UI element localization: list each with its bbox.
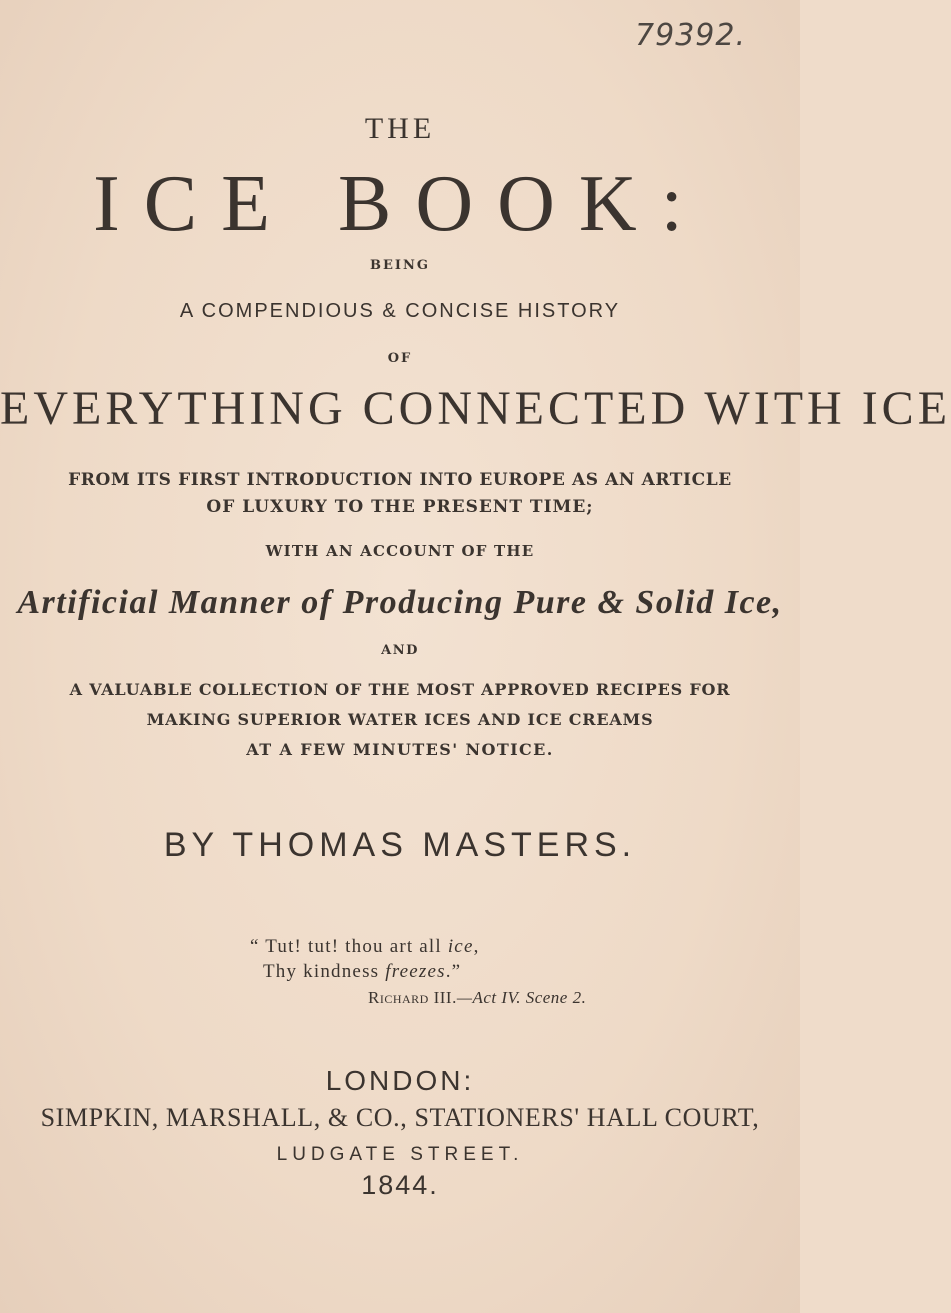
epigraph-text: Thy kindness — [263, 961, 386, 982]
imprint-year: 1844. — [361, 1170, 439, 1200]
valuable-collection-line: A VALUABLE COLLECTION OF THE MOST APPROVED RECIPES FOR — [69, 680, 731, 699]
epigraph-text: , — [473, 936, 480, 957]
subtitle-compendious: A COMPENDIOUS & CONCISE HISTORY — [179, 300, 621, 322]
attribution-reference: —Act IV. Scene 2. — [456, 988, 587, 1007]
epigraph-emphasis: ice — [447, 936, 474, 957]
attribution-name: Richard III. — [368, 988, 457, 1007]
being-label: BEING — [370, 258, 430, 273]
imprint-publisher: SIMPKIN, MARSHALL, & CO., STATIONERS' HALL COURT, — [40, 1103, 760, 1132]
epigraph-line-2 — [263, 961, 461, 983]
notice-line: AT A FEW MINUTES' NOTICE. — [246, 740, 554, 759]
epigraph-text: “ Tut! tut! thou art all — [250, 936, 448, 957]
subtitle-luxury-line: OF LUXURY TO THE PRESENT TIME; — [206, 497, 594, 517]
artificial-manner-line: Artificial Manner of Producing Pure & Solid Ice, — [17, 584, 783, 621]
author-line: BY THOMAS MASTERS. — [163, 826, 637, 864]
book-title: ICE BOOK: — [93, 160, 707, 248]
subtitle-from-line: FROM ITS FIRST INTRODUCTION INTO EUROPE AS AN ARTICLE — [68, 470, 732, 490]
imprint-city: LONDON: — [325, 1065, 475, 1096]
of-label: OF — [387, 351, 413, 366]
and-label: AND — [381, 643, 419, 658]
epigraph-emphasis: freezes — [385, 961, 446, 982]
epigraph-text: .” — [445, 961, 462, 982]
subtitle-everything: EVERYTHING CONNECTED WITH ICE — [0, 382, 951, 435]
accession-number: 79392. — [635, 18, 746, 53]
with-account-line: WITH AN ACCOUNT OF THE — [265, 542, 535, 560]
making-ices-line: MAKING SUPERIOR WATER ICES AND ICE CREAMS — [146, 710, 654, 729]
imprint-street: LUDGATE STREET. — [276, 1144, 524, 1165]
epigraph-line-1 — [250, 936, 480, 958]
epigraph-attribution — [368, 988, 586, 1008]
title-the: THE — [364, 112, 436, 145]
